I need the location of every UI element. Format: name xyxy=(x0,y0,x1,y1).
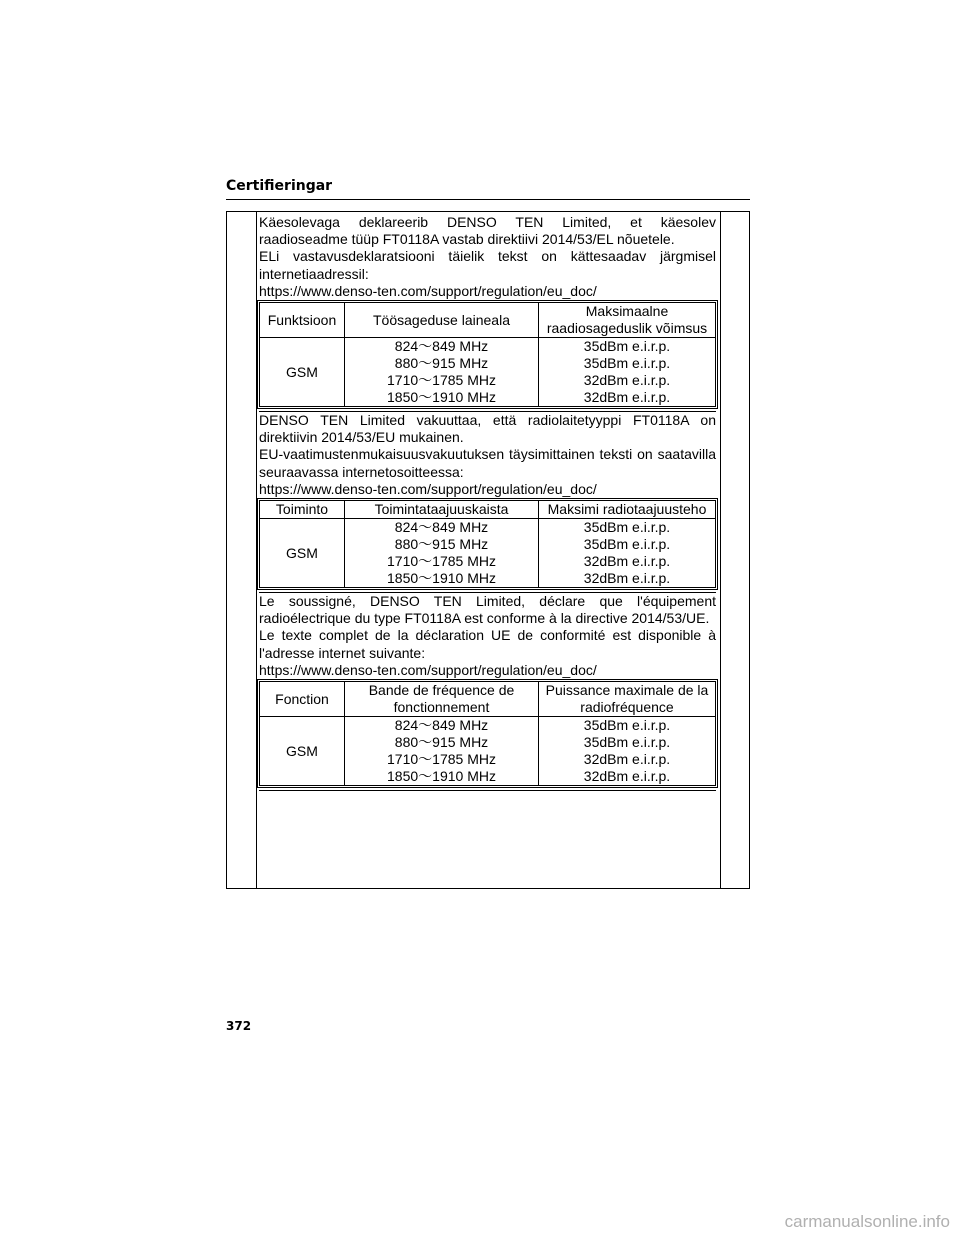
table-header-band: Bande de fréquence de fonctionnement xyxy=(345,682,539,717)
declaration-paragraph: Le texte complet de la déclaration UE de conformité est disponible à l'adresse internet suivante: xyxy=(259,627,716,661)
table-row xyxy=(260,519,716,588)
power-cell: 35dBm e.i.r.p. 35dBm e.i.r.p. 32dBm e.i.r.p. 32dBm e.i.r.p. xyxy=(539,717,716,786)
declaration-url[interactable]: https://www.denso-ten.com/support/regulation/eu_doc/ xyxy=(259,282,597,299)
left-margin-rule xyxy=(256,212,257,888)
table-header-function: Toiminto xyxy=(260,501,345,519)
declaration-frame xyxy=(226,211,750,889)
frequency-table xyxy=(259,681,716,786)
table-header-power: Puissance maximale de la radiofréquence xyxy=(539,682,716,717)
declaration-url[interactable]: https://www.denso-ten.com/support/regulation/eu_doc/ xyxy=(259,480,597,497)
declaration-paragraph: EU-vaatimustenmukaisuusvakuutuksen täysimittainen teksti on saatavilla seuraavassa internetosoitteessa: xyxy=(259,446,716,480)
page-number: 372 xyxy=(226,1019,252,1033)
table-header-function: Fonction xyxy=(260,682,345,717)
declaration-content xyxy=(259,214,716,791)
declaration-paragraph: Käesolevaga deklareerib DENSO TEN Limited, et käesolev raadioseadme tüüp FT0118A vastab direktiivi 2014/53/EL nõuetele. xyxy=(259,214,716,248)
declaration-paragraph: DENSO TEN Limited vakuuttaa, että radiolaitetyyppi FT0118A on direktiivin 2014/53/EU mukainen. xyxy=(259,412,716,446)
table-row xyxy=(260,717,716,786)
declaration-estonian xyxy=(259,214,716,412)
title-rule xyxy=(226,199,750,200)
function-cell: GSM xyxy=(260,717,345,786)
table-header-power: Maksimi radiotaajuusteho xyxy=(539,501,716,519)
frequency-table xyxy=(259,500,716,588)
table-header-band: Töösageduse laineala xyxy=(345,303,539,338)
frequency-cell: 824～849 MHz 880～915 MHz 1710～1785 MHz 1850～1910 MHz xyxy=(345,717,539,786)
power-cell: 35dBm e.i.r.p. 35dBm e.i.r.p. 32dBm e.i.r.p. 32dBm e.i.r.p. xyxy=(539,519,716,588)
watermark: carmanualsonline.info xyxy=(784,1212,950,1231)
frequency-cell: 824～849 MHz 880～915 MHz 1710～1785 MHz 1850～1910 MHz xyxy=(345,519,539,588)
declaration-url[interactable]: https://www.denso-ten.com/support/regulation/eu_doc/ xyxy=(259,661,597,678)
declaration-french xyxy=(259,593,716,791)
table-header-function: Funktsioon xyxy=(260,303,345,338)
frequency-cell: 824～849 MHz 880～915 MHz 1710～1785 MHz 1850～1910 MHz xyxy=(345,338,539,407)
right-margin-rule xyxy=(720,212,721,888)
frequency-table xyxy=(259,302,716,407)
section-title: Certifieringar xyxy=(226,178,333,194)
table-header-power: Maksimaalne raadiosageduslik võimsus xyxy=(539,303,716,338)
declaration-finnish xyxy=(259,412,716,593)
power-cell: 35dBm e.i.r.p. 35dBm e.i.r.p. 32dBm e.i.r.p. 32dBm e.i.r.p. xyxy=(539,338,716,407)
function-cell: GSM xyxy=(260,338,345,407)
declaration-paragraph: Le soussigné, DENSO TEN Limited, déclare que l'équipement radioélectrique du type FT0118A est conforme à la directive 2014/53/UE. xyxy=(259,593,716,627)
function-cell: GSM xyxy=(260,519,345,588)
declaration-paragraph: ELi vastavusdeklaratsiooni täielik tekst on kättesaadav järgmisel internetiaadressil: xyxy=(259,248,716,282)
table-header-band: Toimintataajuuskaista xyxy=(345,501,539,519)
table-row xyxy=(260,338,716,407)
